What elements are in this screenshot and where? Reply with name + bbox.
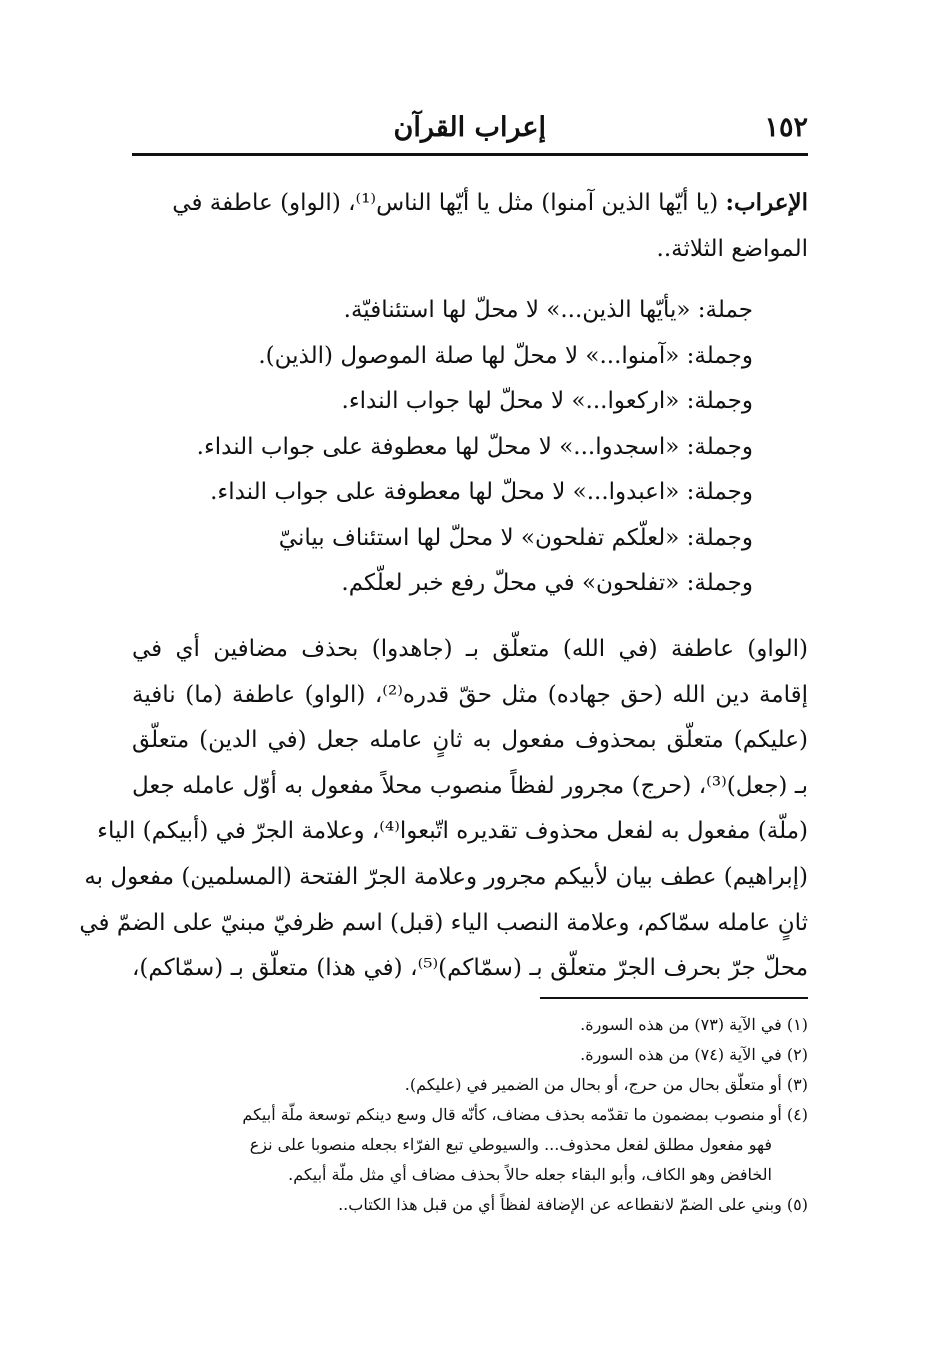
header-rule (132, 153, 808, 156)
footnote-separator (540, 997, 808, 999)
sentence-analysis-list (132, 288, 753, 607)
footnotes (182, 1010, 808, 1220)
paragraph-line: (الواو) عاطفة (في الله) متعلّق بـ (جاهدوا) بحذف مضافين أي في (132, 636, 808, 662)
paragraph-line: (عليكم) متعلّق بمحذوف مفعول به ثانٍ عامله جعل (في الدين) متعلّق (132, 727, 808, 754)
irab-label: الإعراب: (725, 189, 808, 216)
footnote-continuation: الخافض وهو الكاف، وأبو البقاء جعله حالاً بحذف مضاف أي مثل ملّة أبيكم. (288, 1165, 772, 1184)
paragraph-line: ثانٍ عامله سمّاكم، وعلامة النصب الياء (قبل) اسم ظرفيّ مبنيّ على الضمّ في (79, 909, 808, 936)
paragraph-line: محلّ جرّ بحرف الجرّ متعلّق بـ (سمّاكم)⁽⁵⁾، (في هذا) متعلّق بـ (سمّاكم)، (132, 955, 809, 982)
sentence-item: وجملة: «لعلّكم تفلحون» لا محلّ لها استئناف بيانيّ (278, 524, 753, 551)
footnote-item: (٢) في الآية (٧٤) من هذه السورة. (580, 1045, 808, 1064)
intro-paragraph (132, 180, 808, 272)
analysis-paragraph (79, 627, 809, 992)
intro-line-text: (يا أيّها الذين آمنوا) مثل يا أيّها الناس⁽¹⁾، (الواو) عاطفة في (172, 190, 719, 216)
footnote-item: (٣) أو متعلّق بحال من حرج، أو بحال من الضمير في (عليكم). (404, 1075, 808, 1094)
sentence-item: وجملة: «اركعوا...» لا محلّ لها جواب النداء. (341, 388, 753, 414)
page-header (132, 108, 808, 154)
sentence-item: وجملة: «آمنوا...» لا محلّ لها صلة الموصول (الذين). (258, 342, 753, 369)
footnote-item: (١) في الآية (٧٣) من هذه السورة. (580, 1015, 808, 1034)
paragraph-line: بـ (جعل)⁽³⁾، (حرج) مجرور لفظاً منصوب محلاً مفعول به أوّل عامله جعل (132, 772, 808, 799)
paragraph-line: (إبراهيم) عطف بيان لأبيكم مجرور وعلامة الجرّ الفتحة (المسلمين) مفعول به (84, 863, 808, 890)
intro-line (132, 180, 808, 226)
sentence-item: وجملة: «اسجدوا...» لا محلّ لها معطوفة على جواب النداء. (196, 433, 753, 460)
footnote-item: (٤) أو منصوب بمضمون ما تقدّمه بحذف مضاف، كأنّه قال وسع دينكم توسعة ملّة أبيكم (242, 1105, 808, 1124)
page-number: ١٥٢ (764, 112, 808, 143)
intro-line: المواضع الثلاثة.. (656, 236, 808, 262)
sentence-item: وجملة: «تفلحون» في محلّ رفع خبر لعلّكم. (341, 570, 753, 596)
footnote-item: (٥) وبني على الضمّ لانقطاعه عن الإضافة لفظاً أي من قبل هذا الكتاب.. (338, 1195, 808, 1214)
sentence-item: جملة: «يأيّها الذين...» لا محلّ لها استئنافيّة. (343, 297, 753, 323)
paragraph-line: (ملّة) مفعول به لفعل محذوف تقديره اتّبعوا⁽⁴⁾، وعلامة الجرّ في (أبيكم) الياء (97, 818, 808, 845)
running-title: إعراب القرآن (393, 112, 546, 143)
sentence-item: وجملة: «اعبدوا...» لا محلّ لها معطوفة على جواب النداء. (210, 479, 753, 505)
footnote-continuation: فهو مفعول مطلق لفعل محذوف... والسيوطي تبع الفرّاء بجعله منصوبا على نزع (249, 1135, 772, 1154)
paragraph-line: إقامة دين الله (حق جهاده) مثل حقّ قدره⁽²⁾، (الواو) عاطفة (ما) نافية (132, 681, 808, 708)
